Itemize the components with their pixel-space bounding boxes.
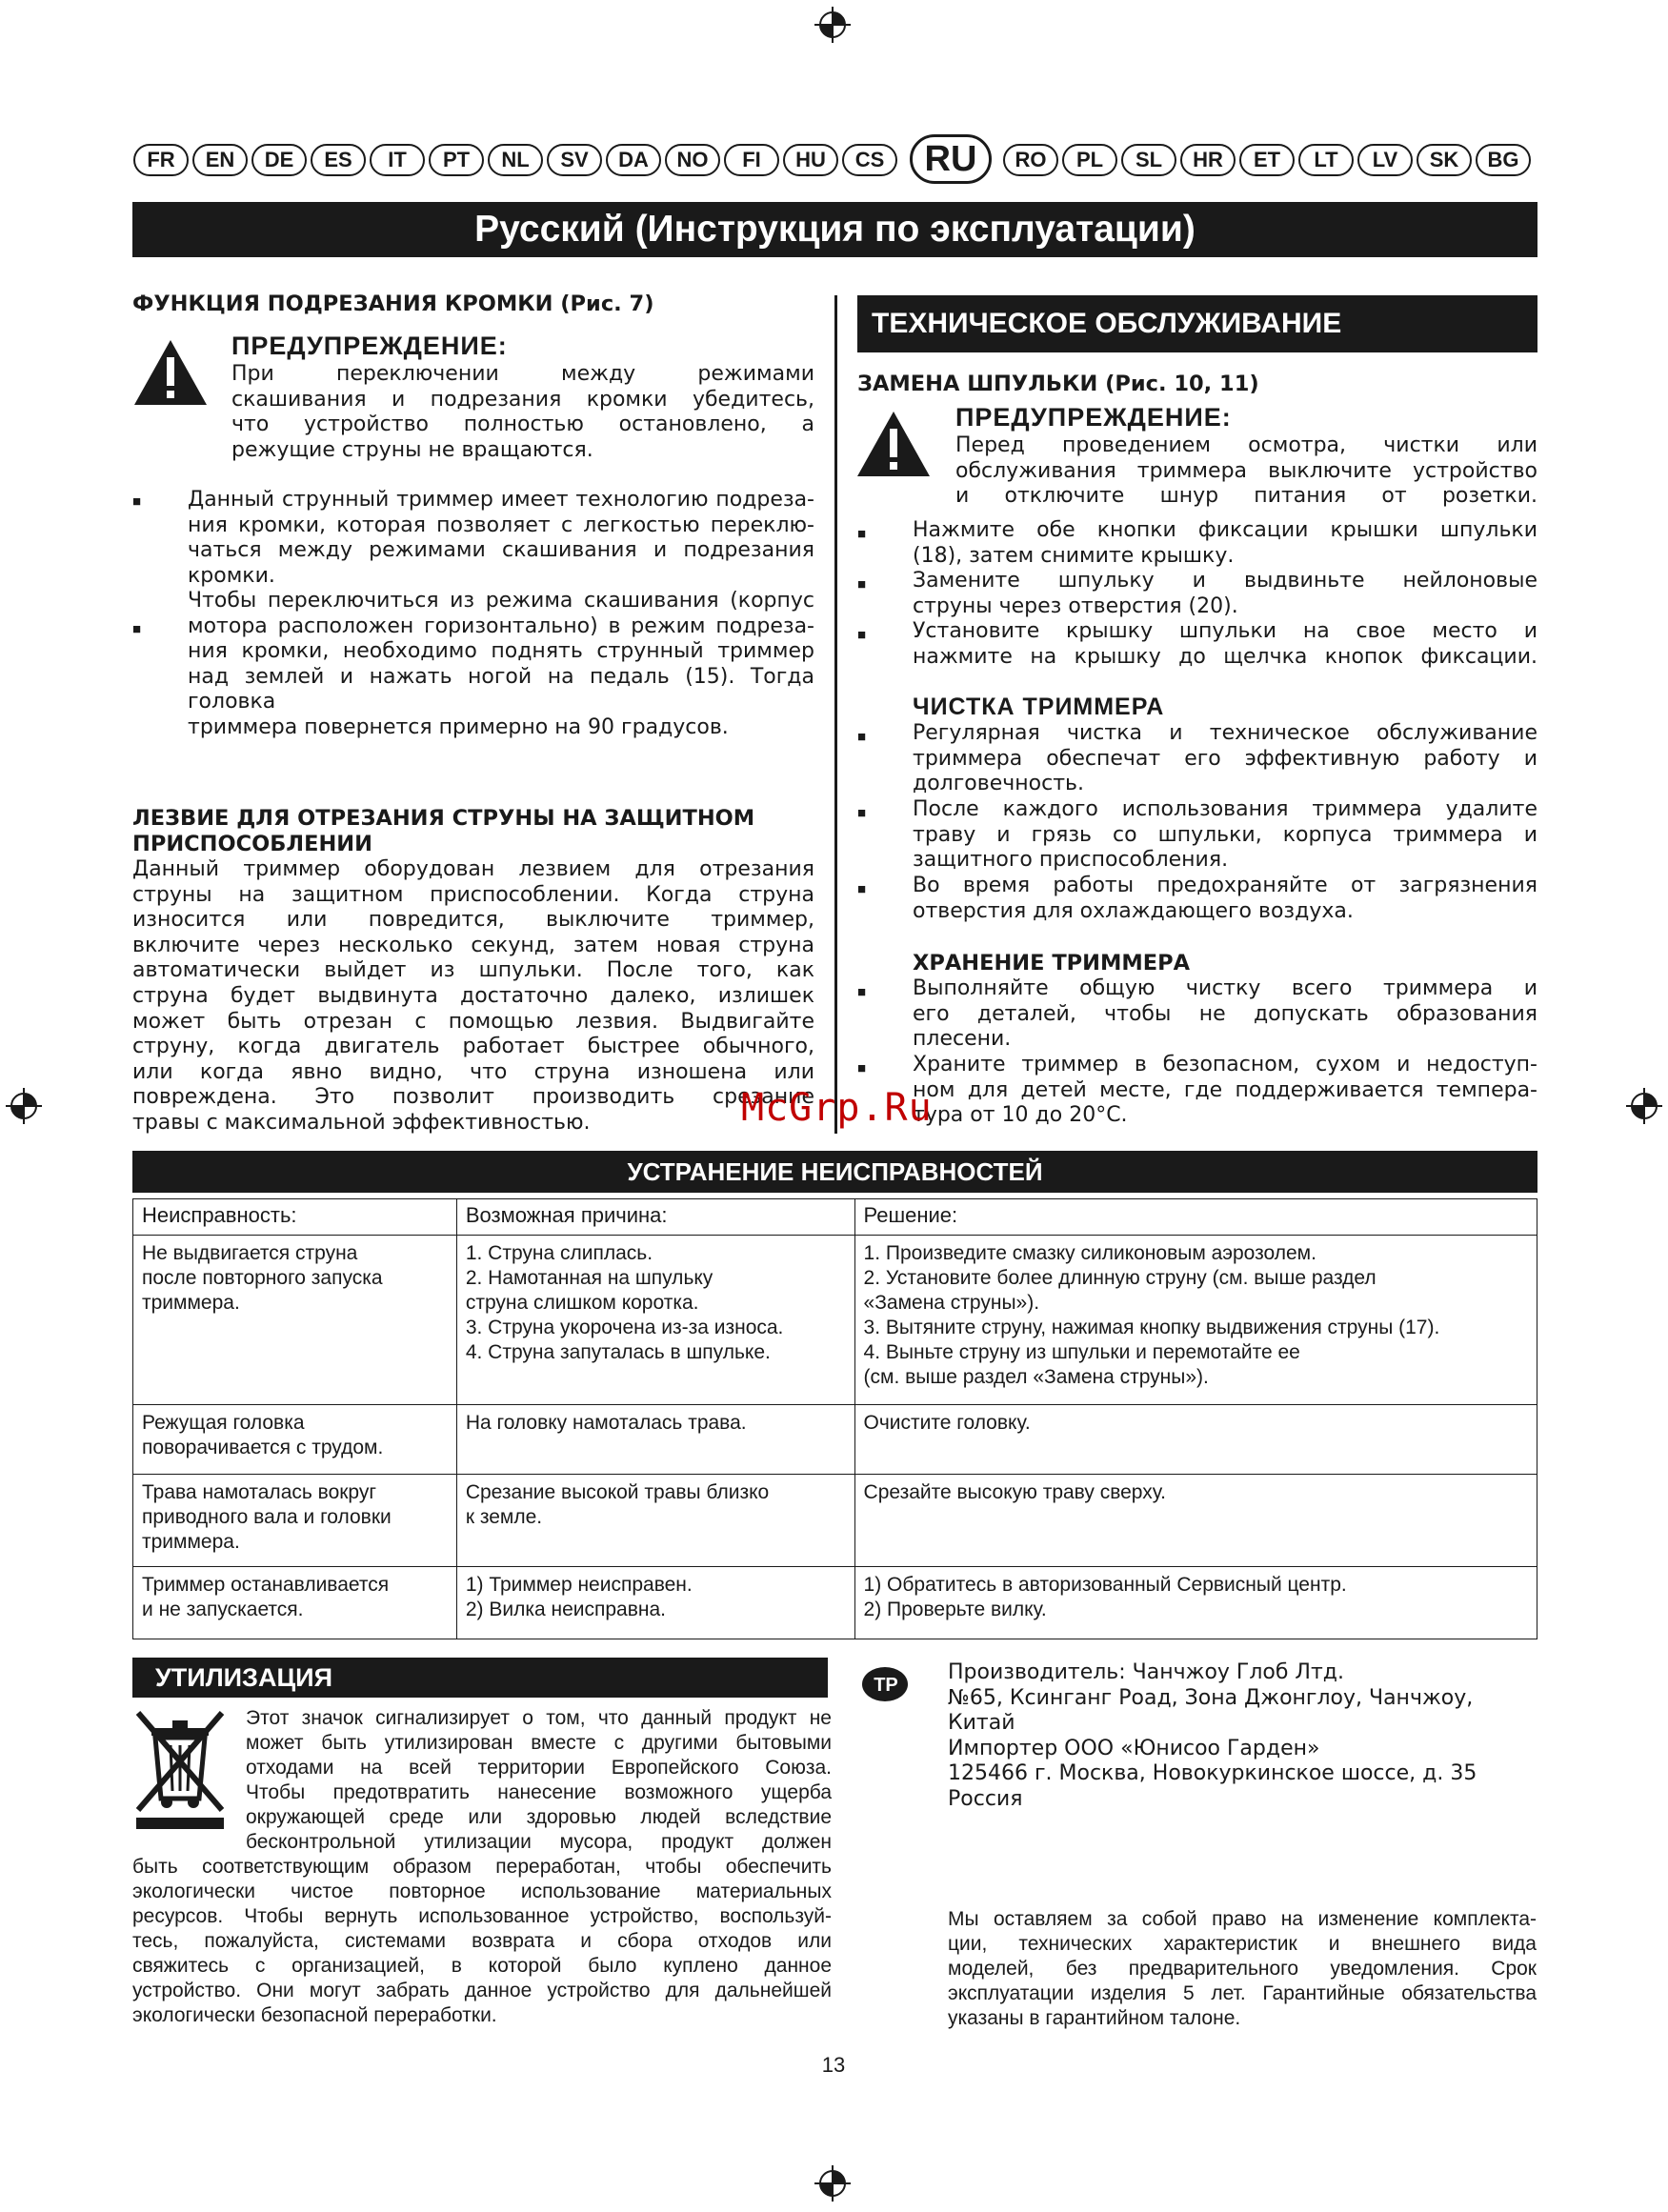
table-row [133,1475,1537,1567]
blade-heading [132,806,754,857]
fault-cell [133,1236,457,1405]
text-line: ЛЕЗВИЕ ДЛЯ ОТРЕЗАНИЯ СТРУНЫ НА ЗАЩИТНОМ [132,806,755,831]
registration-mark-right [1626,1088,1662,1124]
text-line: Очистите головку. [863,1412,1031,1434]
text-line: может быть отрезан с помощью лезвия. Выдвигайте [132,1009,814,1034]
text-line: триммера. [142,1531,240,1553]
text-line: окружающей среде или здоровью людей вследствие [246,1806,832,1828]
registration-mark-top [814,7,851,43]
text-line: Регулярная чистка и техническое обслуживание [913,721,1537,745]
bullet-icon: ■ [857,805,867,821]
text-line: экологически безопасной переработки. [132,2004,497,2026]
bullet-icon: ■ [857,576,867,593]
language-tab[interactable]: NL [488,144,543,176]
edge-bullet-2 [188,589,814,741]
text-line: или когда явно видно, что струна изношена или [132,1059,814,1084]
language-tab[interactable]: LT [1298,144,1354,176]
text-line: свяжитесь с организацией, в которой было куплено данное [132,1955,832,1977]
troubleshooting-table [132,1198,1537,1639]
language-tab[interactable]: IT [370,144,425,176]
text-line: Чтобы переключиться из режима скашивания (корпус [188,589,814,613]
text-line: триммера. [142,1292,240,1314]
text-line: его деталей, чтобы не допускать образования [913,1001,1537,1026]
text-line: (см. выше раздел «Замена струны»). [863,1366,1209,1388]
text-line: ном для детей месте, где поддерживается темпера- [913,1077,1537,1102]
text-line: повреждена. Это позволит производить срезание [132,1085,814,1110]
solution-cell [854,1236,1537,1405]
text-line: и отключите шнур питания от розетки. [955,484,1537,509]
text-line: 2) Вилка неисправна. [465,1599,666,1620]
language-tab[interactable]: FR [133,144,189,176]
text-line: (18), затем снимите крышку. [913,543,1235,568]
text-line: обслуживания триммера выключите устройство [955,458,1537,483]
text-line: мотора расположен горизонтально) в режим подреза- [188,613,814,638]
cause-cell [456,1405,854,1475]
table-header-row [133,1199,1537,1236]
bullet-icon: ■ [132,621,142,637]
text-line: 1) Триммер неисправен. [465,1574,693,1596]
warning-title: ПРЕДУПРЕЖДЕНИЕ: [231,332,508,360]
text-line: устройство. Они могут забрать данное устройство для дальнейшей [132,1980,832,2001]
bullet-icon: ■ [857,627,867,643]
edge-function-heading: ФУНКЦИЯ ПОДРЕЗАНИЯ КРОМКИ (Рис. 7) [132,292,654,316]
language-tab[interactable]: DA [606,144,661,176]
text-line: 1. Произведите смазку силиконовым аэрозолем. [863,1242,1316,1264]
text-line: На головку намоталась трава. [465,1412,747,1434]
text-line: 4. Выньте струну из шпульки и перемотайте ее [863,1341,1300,1363]
language-tab[interactable]: LV [1357,144,1413,176]
bullet-icon: ■ [857,881,867,897]
language-tab[interactable]: ES [311,144,366,176]
text-line: ресурсов. Чтобы вернуть использованное устройство, воспользуй- [132,1905,832,1927]
watermark: McGrp.Ru [741,1086,933,1130]
registration-mark-left [6,1088,42,1124]
text-line: Производитель: Чанчжоу Глоб Лтд. [948,1660,1344,1684]
language-tab[interactable]: BG [1476,144,1531,176]
disposal-title: УТИЛИЗАЦИЯ [132,1658,828,1698]
text-line: нажмите на крышку до щелчка кнопок фиксации. [913,644,1537,669]
text-line: бесконтрольной утилизации мусора, продукт должен [246,1831,832,1853]
text-line: Триммер останавливается [142,1574,390,1596]
text-line: эксплуатации изделия 5 лет. Гарантийные обязательства [948,1982,1537,2004]
disposal-text-short [246,1706,832,1855]
maintenance-title: ТЕХНИЧЕСКОЕ ОБСЛУЖИВАНИЕ [857,295,1537,352]
solution-cell [854,1405,1537,1475]
text-line: плесени. [913,1027,1012,1052]
maintenance-warning-text [955,433,1537,510]
text-line: Режущая головка [142,1412,305,1434]
text-line: струну, когда двигатель работает быстрее обычного, [132,1035,814,1059]
text-line: приводного вала и головки [142,1506,392,1528]
fault-cell [133,1405,457,1475]
text-line: режущие струны не вращаются. [231,437,593,462]
text-line: Мы оставляем за собой право на изменение комплекта- [948,1908,1537,1930]
text-line: 3. Вытяните струну, нажимая кнопку выдвижения струны (17). [863,1317,1440,1338]
text-line: над землей и нажать ногой на педаль (15). Тогда головка [188,664,814,714]
language-tab[interactable]: CS [842,144,897,176]
spool-bullet-2 [913,569,1537,619]
text-line: чаться между режимами скашивания и подрезания [188,538,814,563]
text-line: При переключении между режимами [231,362,814,386]
text-line: травы с максимальной эффективностью. [132,1110,591,1135]
text-line: ния кромки, которая позволяет с легкостью переклю- [188,513,814,537]
text-line: Выполняйте общую чистку всего триммера и [913,976,1537,1000]
text-line: износится или повредится, выключите триммер, [132,908,814,933]
cause-cell [456,1236,854,1405]
language-tab[interactable]: EN [192,144,248,176]
text-line: Замените шпульку и выдвиньте нейлоновые [913,569,1537,593]
solution-cell [854,1475,1537,1567]
text-line: «Замена струны»). [863,1292,1040,1314]
cleaning-bullet-1 [913,721,1537,797]
warning-title: ПРЕДУПРЕЖДЕНИЕ: [955,403,1232,432]
registration-mark-bottom [814,2165,851,2202]
text-line: Нажмите обе кнопки фиксации крышки шпульки [913,518,1537,542]
page-title: Русский (Инструкция по эксплуатации) [132,202,1537,257]
text-line: включите через несколько секунд, затем новая струна [132,933,814,957]
text-line: Трава намоталась вокруг [142,1481,377,1503]
text-line: 2. Установите более длинную струну (см. выше раздел [863,1267,1377,1289]
text-line: Не выдвигается струна [142,1242,358,1264]
storage-heading: ХРАНЕНИЕ ТРИММЕРА [913,951,1191,975]
language-bar [133,139,1538,180]
bullet-icon: ■ [857,526,867,542]
storage-bullet-1 [913,976,1537,1053]
language-tab[interactable]: SK [1417,144,1472,176]
table-row [133,1405,1537,1475]
text-line: долговечность. [913,772,1084,796]
text-line: ции, технических характеристик и внешнего вида [948,1933,1537,1955]
mark-text: TP [874,1675,898,1696]
text-line: струны через отверстия (20). [913,593,1238,618]
bullet-icon: ■ [132,493,142,510]
language-tab-active[interactable]: RU [910,134,992,184]
text-line: Этот значок сигнализирует о том, что данный продукт не [246,1707,832,1729]
blade-text [132,857,814,1136]
text-line: триммера обеспечат его эффективную работу и [913,746,1537,771]
language-tab[interactable]: FI [724,144,779,176]
text-line: экологически чистое повторное использование материальных [132,1880,832,1902]
text-line: Чтобы предотвратить нанесение возможного ущерба [246,1781,832,1803]
disposal-text-full [132,1855,832,2028]
language-tab[interactable]: ET [1239,144,1295,176]
text-line: указаны в гарантийном талоне. [948,2007,1241,2029]
column-header: Возможная причина: [456,1199,854,1236]
text-line: 125466 г. Москва, Новокуркинское шоссе, д. 35 [948,1761,1477,1786]
text-line: струна слишком коротка. [465,1292,699,1314]
text-line: отверстия для охлаждающего воздуха. [913,898,1354,923]
text-line: после повторного запуска [142,1267,383,1289]
text-line: №65, Ксинганг Роад, Зона Джонглоу, Чанчжоу, Китай [948,1685,1474,1736]
page-number: 13 [821,2053,846,2077]
text-line: моделей, без предварительного уведомления. Срок [948,1958,1537,1980]
spool-bullet-1 [913,518,1537,569]
text-line: Во время работы предохраняйте от загрязнения [913,874,1537,897]
troubleshooting-title: УСТРАНЕНИЕ НЕИСПРАВНОСТЕЙ [132,1151,1537,1193]
text-line: быть соответствующим образом переработан, чтобы обеспечить [132,1856,832,1878]
spool-bullet-3 [913,619,1537,670]
text-line: может быть утилизирован вместе с другими бытовыми [246,1732,832,1754]
text-line: Импортер ООО «Юнисоо Гарден» [948,1736,1320,1760]
fault-cell [133,1567,457,1639]
cleaning-bullet-2 [913,797,1537,874]
bullet-icon: ■ [857,729,867,745]
language-tab[interactable]: HU [783,144,838,176]
table-row [133,1236,1537,1405]
text-line: поворачивается с трудом. [142,1437,384,1458]
language-tab[interactable]: HR [1180,144,1236,176]
text-line: защитного приспособления. [913,848,1229,873]
text-line: отходами на всей территории Европейского Союза. [246,1757,832,1779]
language-tab[interactable]: RO [1003,144,1058,176]
warning-text [231,362,814,463]
text-line: 2) Проверьте вилку. [863,1599,1047,1620]
text-line: 4. Струна запуталась в шпульке. [465,1341,771,1363]
crossed-bin-icon [132,1707,228,1831]
text-line: и не запускается. [142,1599,304,1620]
language-tab[interactable]: SL [1121,144,1176,176]
text-line: Перед проведением осмотра, чистки или [955,433,1537,457]
cleaning-bullet-3 [913,874,1537,924]
text-line: тесь, пожалуйста, системами возврата и сбора отходов или [132,1930,832,1952]
language-tab[interactable]: DE [251,144,307,176]
text-line: струна будет выдвинута достаточно далеко, излишек [132,983,814,1008]
storage-bullet-2 [913,1053,1537,1129]
language-tab[interactable]: SV [547,144,602,176]
text-line: ПРИСПОСОБЛЕНИИ [132,832,372,856]
text-line: скашивания и подрезания кромки убедитесь, [231,387,814,412]
text-line: траву и грязь со шпульки, корпуса триммера и [913,822,1537,847]
text-line: что устройство полностью остановлено, а [231,412,814,437]
cleaning-heading: ЧИСТКА ТРИММЕРА [913,694,1165,720]
text-line: триммера повернется примерно на 90 градусов. [188,714,729,739]
spool-heading: ЗАМЕНА ШПУЛЬКИ (Рис. 10, 11) [857,372,1259,396]
text-line: После каждого использования триммера удалите [913,797,1537,821]
warning-triangle-icon [132,338,209,407]
language-tab[interactable]: PL [1062,144,1117,176]
text-line: Срезание высокой травы близко [465,1481,770,1503]
manufacturer-info [948,1660,1538,1813]
fault-cell [133,1475,457,1567]
warning-triangle-icon [855,410,932,478]
text-line: автоматически выйдет из шпульки. После того, как [132,958,814,983]
language-tab[interactable]: PT [429,144,484,176]
column-header: Неисправность: [133,1199,457,1236]
text-line: струны на защитном приспособлении. Когда струна [132,882,814,907]
eac-tp-mark-icon [860,1665,910,1703]
text-line: 1) Обратитесь в авторизованный Сервисный центр. [863,1574,1347,1596]
language-tab[interactable]: NO [665,144,720,176]
solution-cell [854,1567,1537,1639]
column-divider [834,295,837,1134]
text-line: 2. Намотанная на шпульку [465,1267,713,1289]
text-line: Установите крышку шпульки на свое место и [913,619,1537,643]
bullet-icon: ■ [857,1060,867,1076]
text-line: ния кромки, необходимо поднять струнный триммер [188,639,814,664]
text-line: Данный триммер оборудован лезвием для отрезания [132,857,814,881]
edge-bullet-1 [188,488,814,589]
text-line: Данный струнный триммер имеет технологию подреза- [188,488,814,512]
cause-cell [456,1567,854,1639]
text-line: тура от 10 до 20°C. [913,1103,1128,1128]
text-line: кромки. [188,563,275,588]
text-line: Россия [948,1786,1023,1811]
cause-cell [456,1475,854,1567]
bullet-icon: ■ [857,984,867,1000]
rights-notice [948,1907,1537,2031]
column-header: Решение: [854,1199,1537,1236]
table-row [133,1567,1537,1639]
text-line: 1. Струна слиплась. [465,1242,653,1264]
text-line: Срезайте высокую траву сверху. [863,1481,1166,1503]
text-line: к земле. [465,1506,543,1528]
text-line: 3. Струна укорочена из-за износа. [465,1317,784,1338]
text-line: Храните триммер в безопасном, сухом и недоступ- [913,1053,1537,1076]
